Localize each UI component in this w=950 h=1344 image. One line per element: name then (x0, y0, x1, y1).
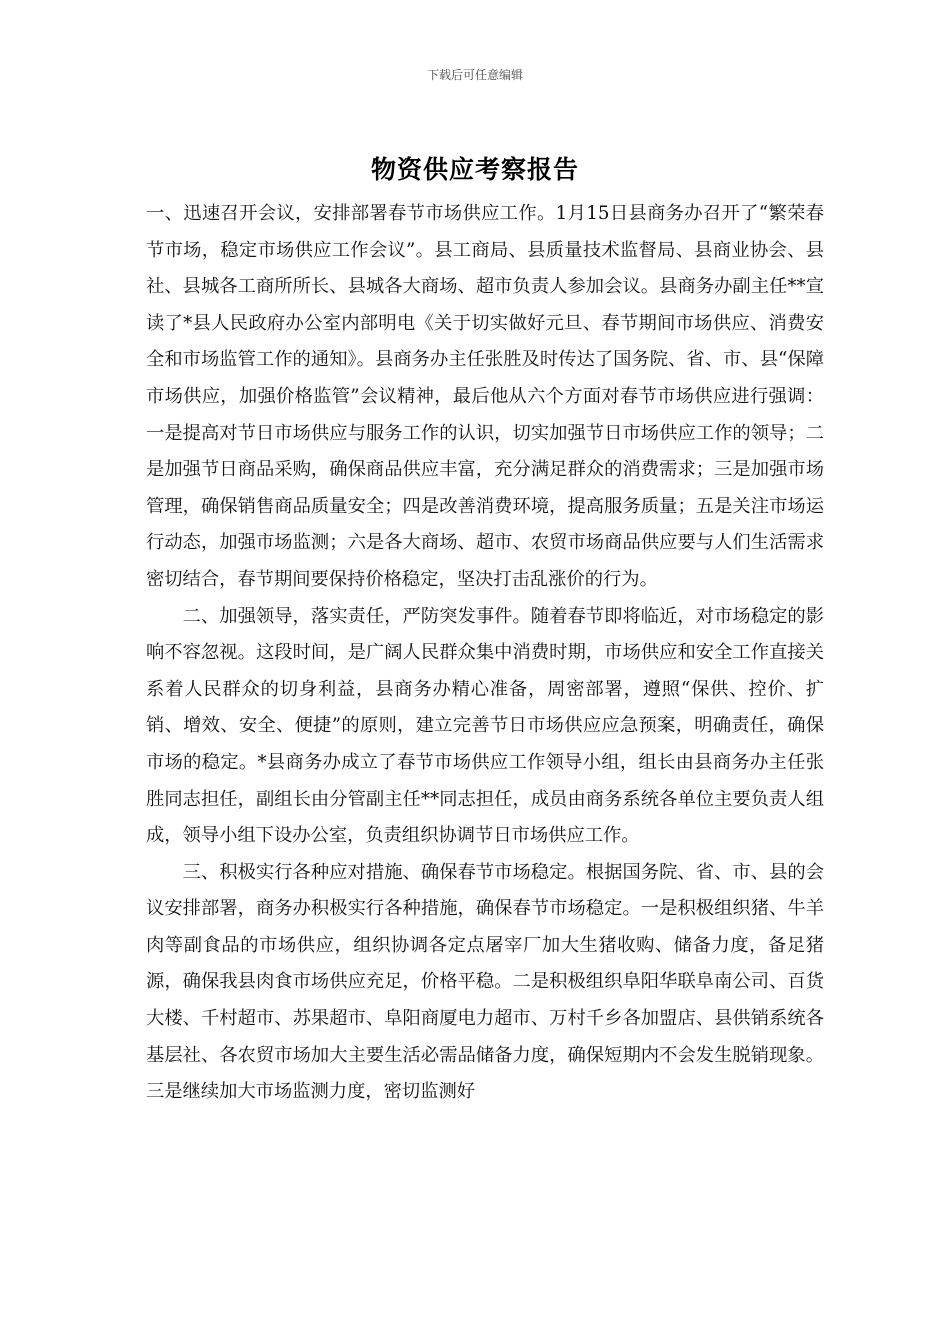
paragraph-1: 一、迅速召开会议，安排部署春节市场供应工作。1月15日县商务办召开了“繁荣春节市场，稳定市场供应工作会议”。县工商局、县质量技术监督局、县商业协会、县社、县城各工商所所长、县城各大商场、超市负责人参加会议。县商务办副主任**宣读了*县人民政府办公室内部明电《关于切实做好元旦、春节期间市场供应、消费安全和市场监管工作的通知》。县商务办主任张胜及时传达了国务院、省、市、县“保障市场供应，加强价格监管”会议精神，最后他从六个方面对春节市场供应进行强调：一是提高对节日市场供应与服务工作的认识，切实加强节日市场供应工作的领导；二是加强节日商品采购，确保商品供应丰富，充分满足群众的消费需求；三是加强市场管理，确保销售商品质量安全；四是改善消费环境，提高服务质量；五是关注市场运行动态，加强市场监测；六是各大商场、超市、农贸市场商品供应要与人们生活需求密切结合，春节期间要保持价格稳定，坚决打击乱涨价的行为。 (146, 203, 824, 590)
header-note: 下载后可任意编辑 (426, 68, 523, 82)
document-body (146, 196, 824, 1111)
paragraph-3: 三、积极实行各种应对措施、确保春节市场稳定。根据国务院、省、市、县的会议安排部署，商务办积极实行各种措施，确保春节市场稳定。一是积极组织猪、牛羊肉等副食品的市场供应，组织协调各定点屠宰厂加大生猪收购、储备力度，备足猪源，确保我县肉食市场供应充足，价格平稳。二是积极组织阜阳华联阜南公司、百货大楼、千村超市、苏果超市、阜阳商厦电力超市、万村千乡各加盟店、县供销系统各基层社、各农贸市场加大主要生活必需品储备力度，确保短期内不会发生脱销现象。三是继续加大市场监测力度，密切监测好 (146, 861, 824, 1103)
paragraph-2: 二、加强领导，落实责任，严防突发事件。随着春节即将临近，对市场稳定的影响不容忽视。这段时间，是广阔人民群众集中消费时期，市场供应和安全工作直接关系着人民群众的切身利益，县商务办精心准备，周密部署，遵照“保供、控价、扩销、增效、安全、便捷”的原则，建立完善节日市场供应应急预案，明确责任，确保市场的稳定。*县商务办成立了春节市场供应工作领导小组，组长由县商务办主任张胜同志担任，副组长由分管副主任**同志担任，成员由商务系统各单位主要负责人组成，领导小组下设办公室，负责组织协调节日市场供应工作。 (146, 605, 824, 847)
document-title: 物资供应考察报告 (370, 155, 579, 184)
